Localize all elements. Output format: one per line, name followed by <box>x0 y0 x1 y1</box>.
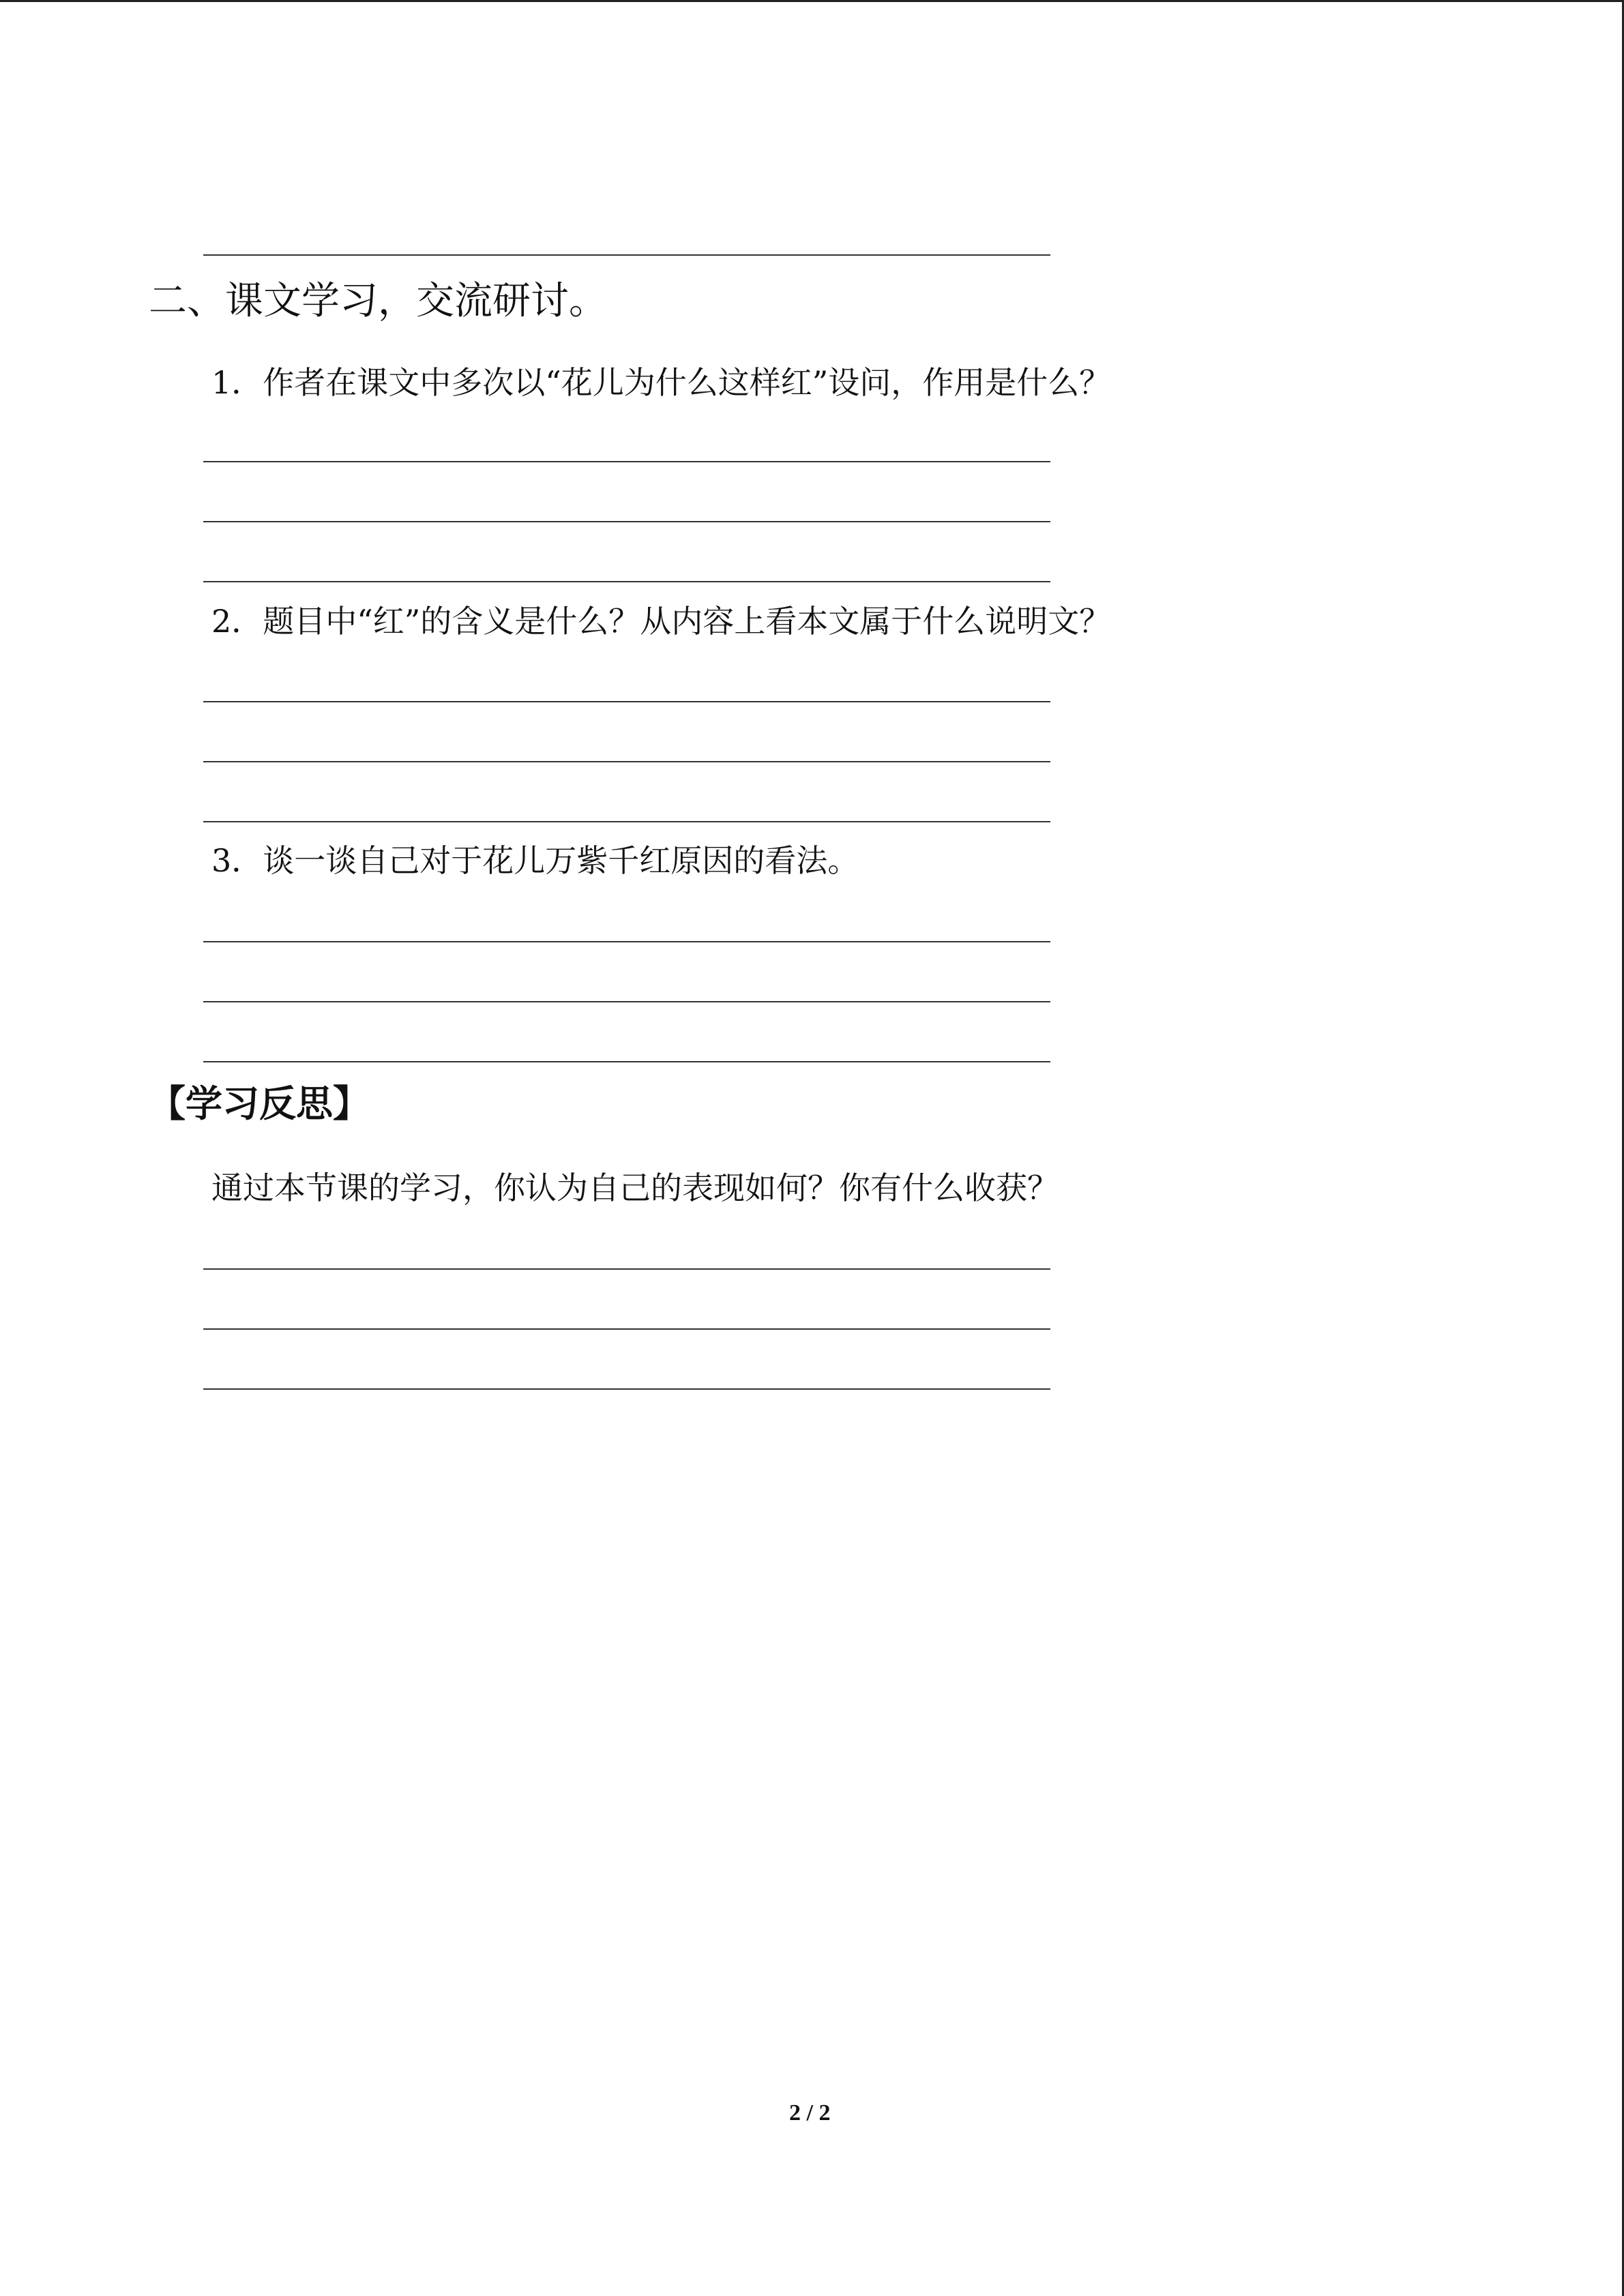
section-two-heading: 二、课文学习，交流研讨。 <box>149 279 607 323</box>
question-2: 2．题目中“红”的含义是什么？从内容上看本文属于什么说明文？ <box>211 603 1111 640</box>
answer-line-q3-2[interactable] <box>203 1001 1050 1002</box>
answer-line-q2-1[interactable] <box>203 701 1050 702</box>
reflection-heading: 【学习反思】 <box>149 1082 370 1125</box>
answer-line-reflection-1[interactable] <box>203 1268 1050 1270</box>
page-number: 2 / 2 <box>789 2100 831 2126</box>
reflection-prompt: 通过本节课的学习，你认为自己的表现如何？你有什么收获？ <box>211 1169 1059 1206</box>
answer-line-q2-2[interactable] <box>203 761 1050 762</box>
question-1: 1．作者在课文中多次以“花儿为什么这样红”设问，作用是什么？ <box>211 364 1111 401</box>
answer-line-q1-3[interactable] <box>203 581 1050 582</box>
answer-line-q2-3[interactable] <box>203 821 1050 822</box>
answer-line-previous[interactable] <box>203 254 1050 256</box>
answer-line-q1-1[interactable] <box>203 461 1050 462</box>
answer-line-q3-1[interactable] <box>203 941 1050 942</box>
answer-line-q3-3[interactable] <box>203 1061 1050 1062</box>
question-3: 3．谈一谈自己对于花儿万紫千红原因的看法。 <box>211 842 859 879</box>
answer-line-q1-2[interactable] <box>203 521 1050 522</box>
answer-line-reflection-3[interactable] <box>203 1388 1050 1390</box>
answer-line-reflection-2[interactable] <box>203 1328 1050 1330</box>
